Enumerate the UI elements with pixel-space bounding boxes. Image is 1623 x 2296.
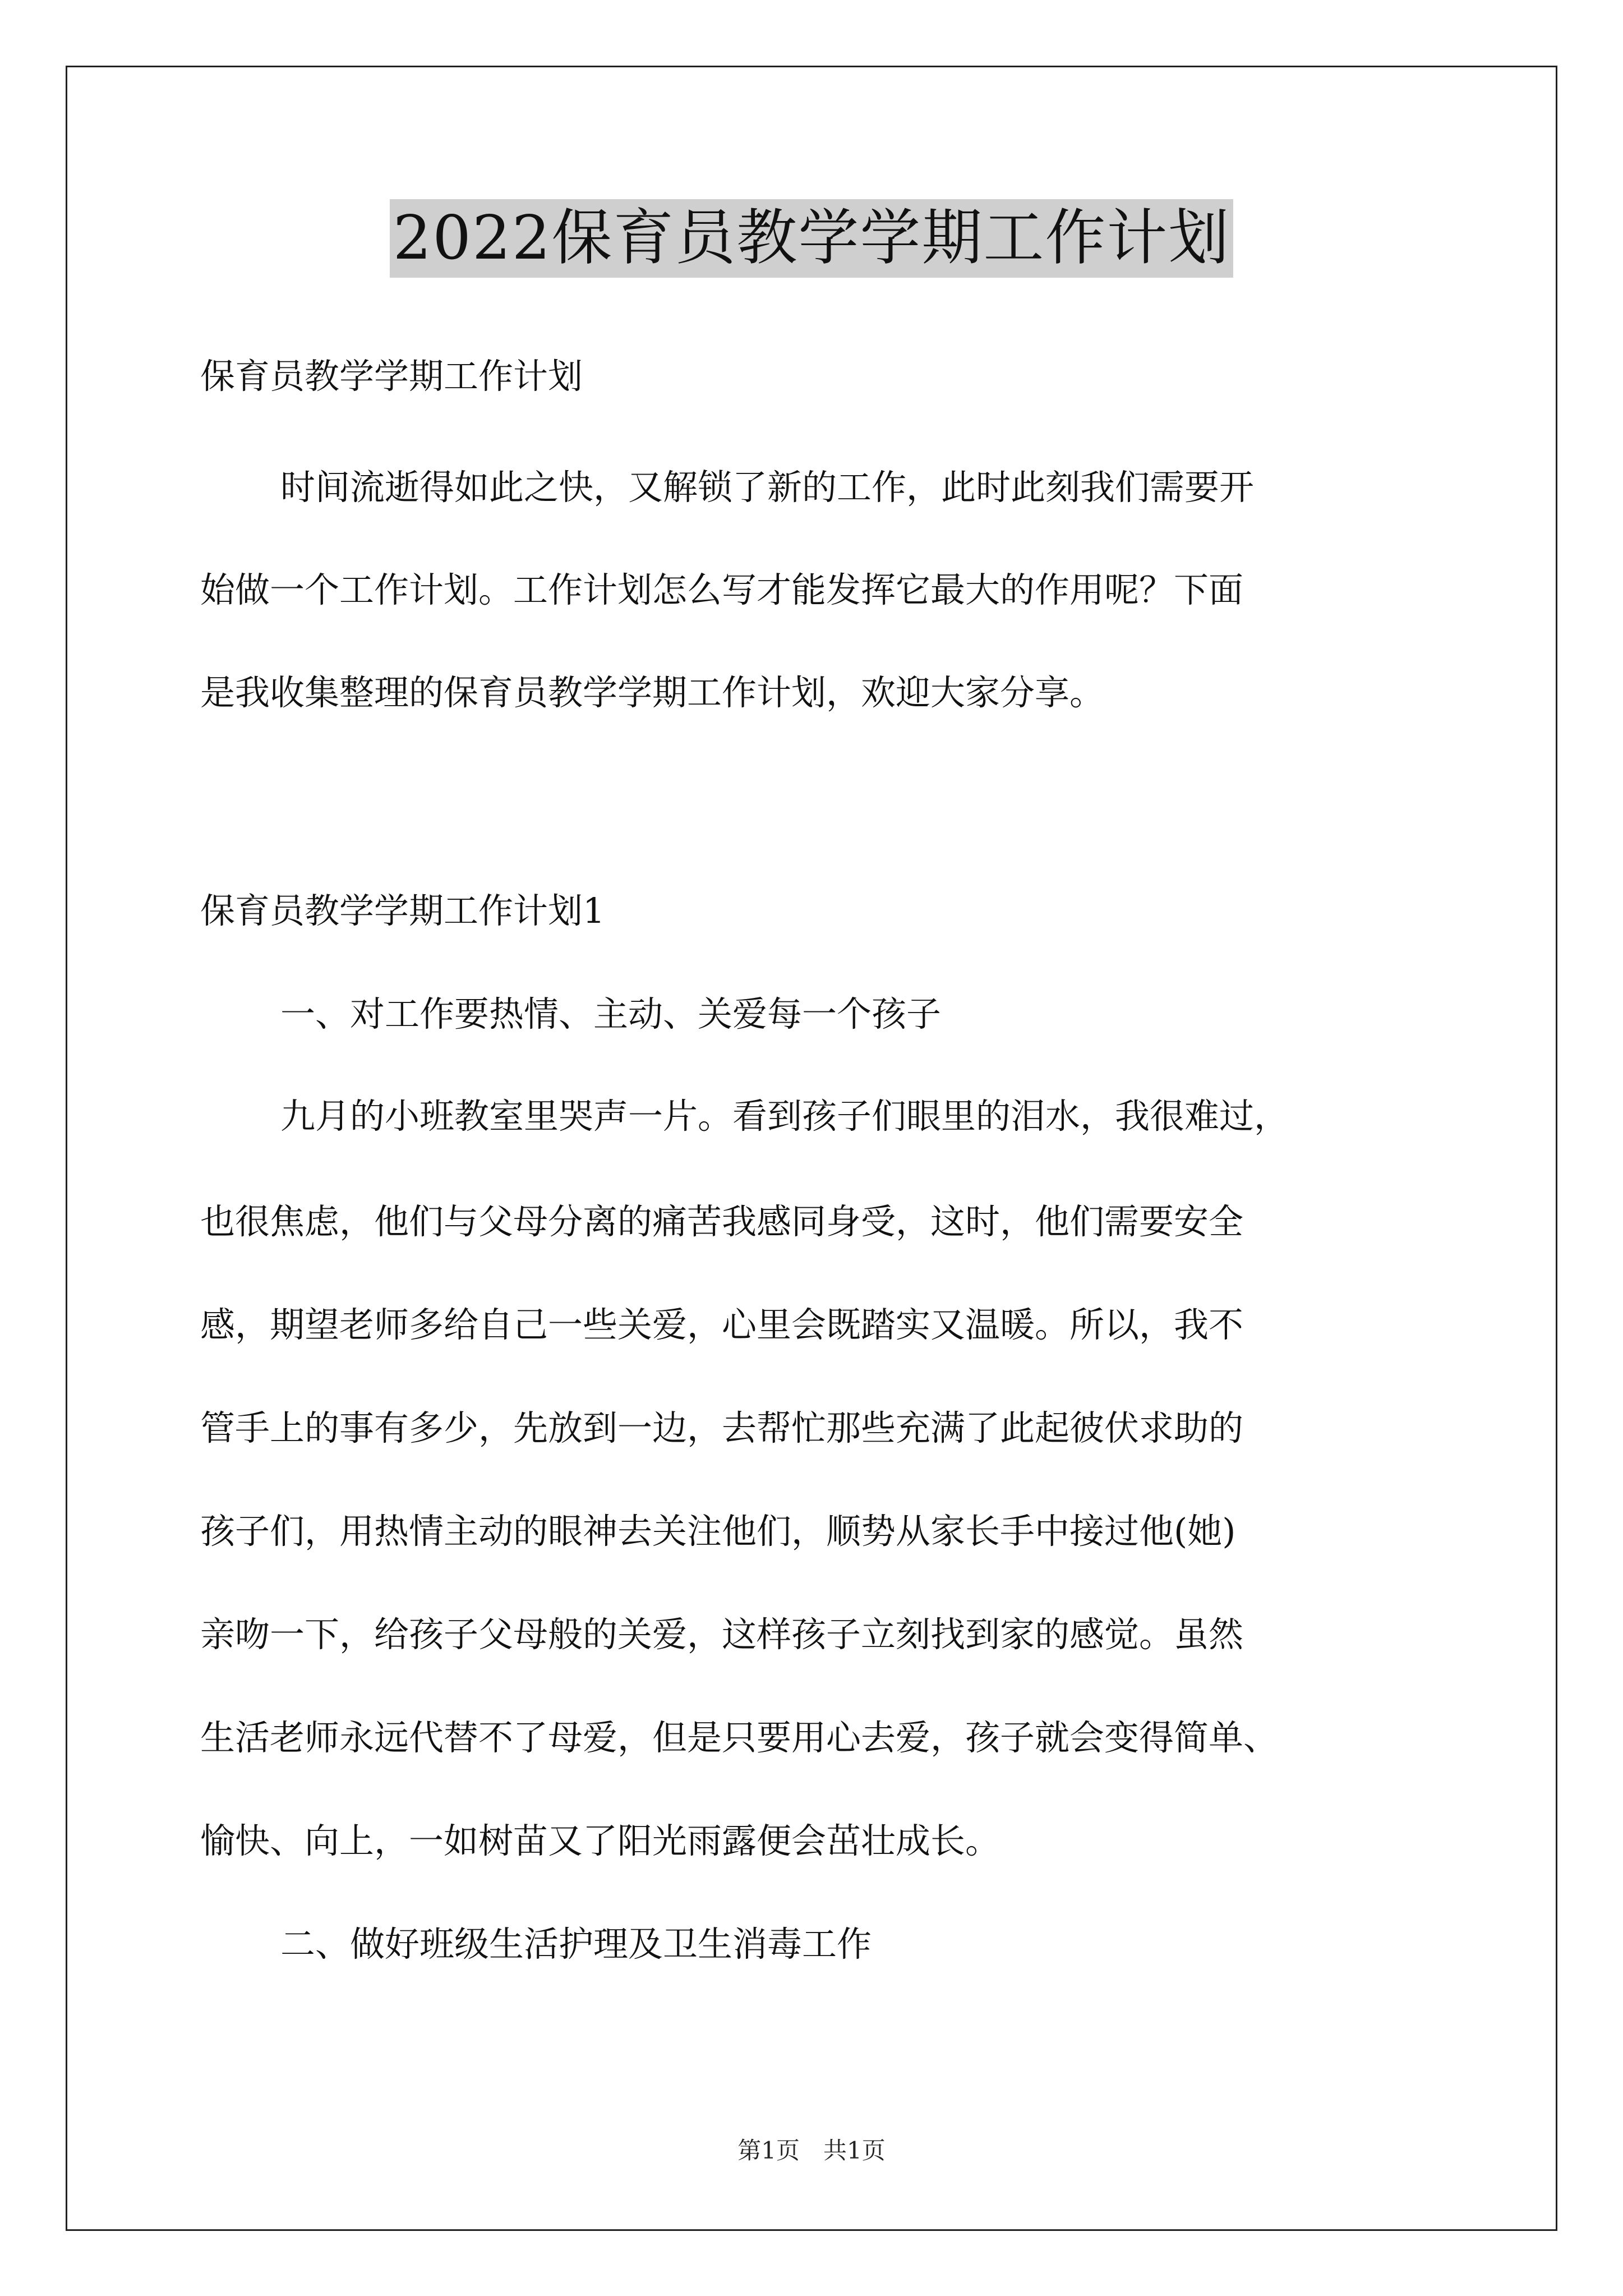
point-heading: 一、对工作要热情、主动、关爱每一个孩子 xyxy=(280,993,942,1034)
intro-line: 时间流逝得如此之快，又解锁了新的工作，此时此刻我们需要开 xyxy=(280,467,1255,508)
paragraph-line: 感，期望老师多给自己一些关爱，心里会既踏实又温暖。所以，我不 xyxy=(200,1304,1244,1345)
intro-line: 始做一个工作计划。工作计划怎么写才能发挥它最大的作用呢？下面 xyxy=(200,569,1244,610)
paragraph-line: 亲吻一下，给孩子父母般的关爱，这样孩子立刻找到家的感觉。虽然 xyxy=(200,1614,1244,1655)
paragraph-line: 也很焦虑，他们与父母分离的痛苦我感同身受，这时，他们需要安全 xyxy=(200,1201,1244,1242)
paragraph-line: 生活老师永远代替不了母爱，但是只要用心去爱，孩子就会变得简单、 xyxy=(200,1717,1279,1758)
point-heading: 二、做好班级生活护理及卫生消毒工作 xyxy=(280,1924,872,1964)
page-footer: 第1页 共1页 xyxy=(737,2137,886,2164)
paragraph-line: 管手上的事有多少，先放到一边，去帮忙那些充满了此起彼伏求助的 xyxy=(200,1407,1244,1448)
paragraph-line: 九月的小班教室里哭声一片。看到孩子们眼里的泪水，我很难过， xyxy=(280,1096,1289,1137)
document-title: 2022保育员教学学期工作计划 xyxy=(390,199,1234,278)
paragraph-line: 孩子们，用热情主动的眼神去关注他们，顺势从家长手中接过他(她) xyxy=(200,1511,1236,1552)
title-container xyxy=(0,199,1623,278)
intro-line: 是我收集整理的保育员教学学期工作计划，欢迎大家分享。 xyxy=(200,672,1105,713)
section-heading: 保育员教学学期工作计划1 xyxy=(200,890,605,931)
paragraph-line: 愉快、向上，一如树苗又了阳光雨露便会茁壮成长。 xyxy=(200,1820,1000,1861)
document-subtitle: 保育员教学学期工作计划 xyxy=(200,356,583,397)
